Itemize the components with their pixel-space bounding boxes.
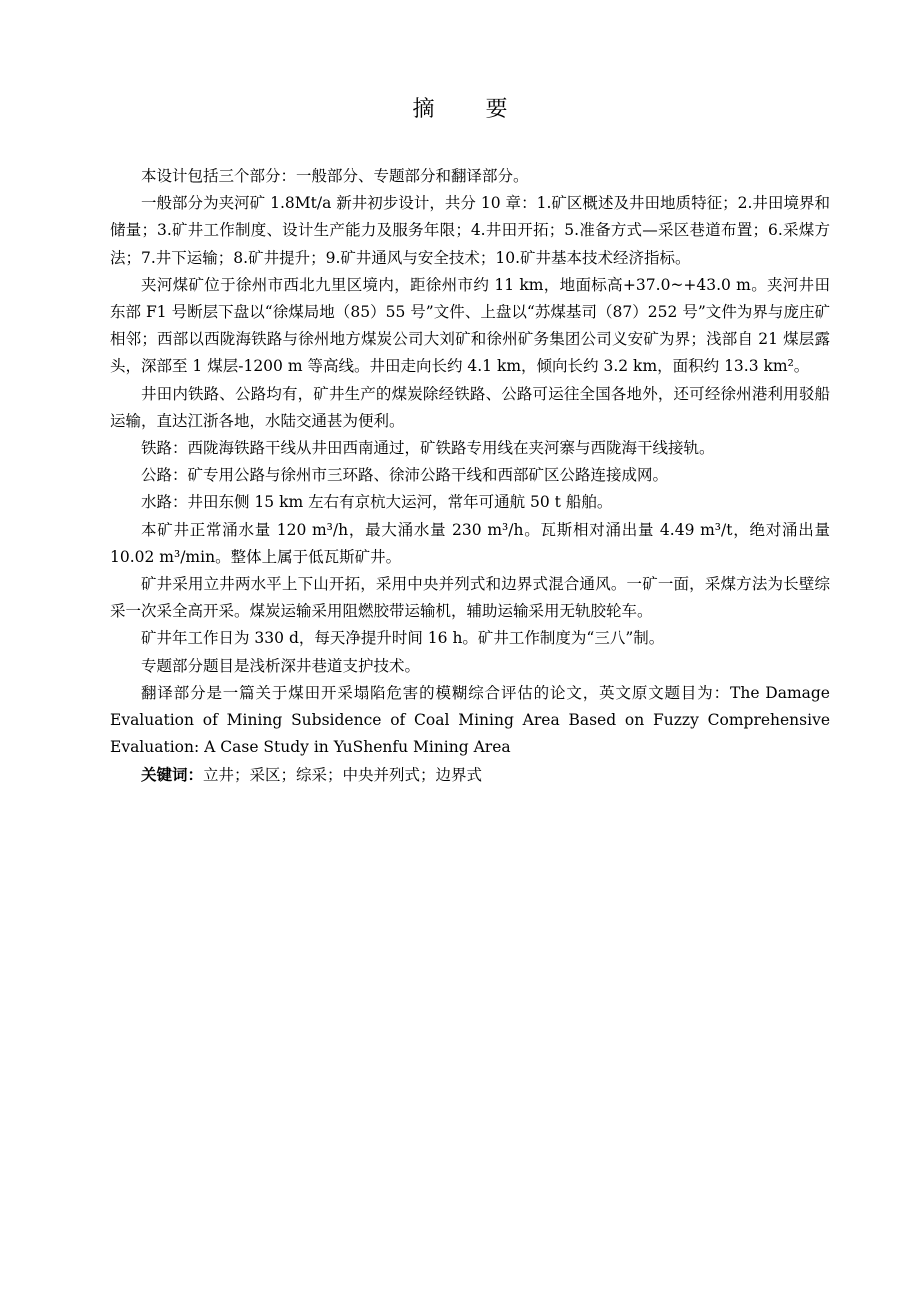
paragraph-location: 夹河煤矿位于徐州市西北九里区境内，距徐州市约 11 km，地面标高+37.0~+43.0 m。夹河井田东部 F1 号断层下盘以“徐煤局地（85）55 号”文件、上盘以“苏煤基司（87）252 号”文件为界与庞庄矿相邻；西部以西陇海铁路与徐州地方煤炭公司大刘矿和徐州矿务集团公司义安矿为界；浅部自 21 煤层露头，深部至 1 煤层-1200 m 等高线。井田走向长约 4.1 km，倾向长约 3.2 km，面积约 13.3 km²。 bbox=[110, 275, 830, 376]
paragraph-waterway: 水路：井田东侧 15 km 左右有京杭大运河，常年可通航 50 t 船舶。 bbox=[141, 493, 613, 512]
paragraph-overview: 本设计包括三个部分：一般部分、专题部分和翻译部分。 bbox=[141, 167, 529, 185]
paragraph-railway: 铁路：西陇海铁路干线从井田西南通过，矿铁路专用线在夹河寨与西陇海干线接轨。 bbox=[141, 439, 715, 458]
keywords-line bbox=[110, 761, 830, 789]
abstract-body bbox=[110, 163, 830, 790]
paragraph-general-part: 一般部分为夹河矿 1.8Mt/a 新井初步设计，共分 10 章：1.矿区概述及井田地质特征；2.井田境界和储量；3.矿井工作制度、设计生产能力及服务年限；4.井田开拓；5.准备方式—采区巷道布置；6.采煤方法；7.井下运输；8.矿井提升；9.矿井通风与安全技术；10.矿井基本技术经济指标。 bbox=[110, 194, 830, 267]
paragraph-special-topic: 专题部分题目是浅析深井巷道支护技术。 bbox=[141, 656, 421, 675]
paragraph-translation: 翻译部分是一篇关于煤田开采塌陷危害的模糊综合评估的论文，英文原文题目为：The Damage Evaluation of Mining Subsidence of Coal Mining Area Based on Fuzzy Comprehensive Evaluation: A Case Study in YuShenfu Mining Area bbox=[110, 683, 830, 757]
paragraph-transport: 井田内铁路、公路均有，矿井生产的煤炭除经铁路、公路可运往全国各地外，还可经徐州港利用驳船运输，直达江浙各地，水陆交通甚为便利。 bbox=[110, 384, 830, 430]
keywords-list: 立井；采区；综采；中央并列式；边界式 bbox=[203, 766, 483, 785]
paragraph-development: 矿井采用立井两水平上下山开拓，采用中央并列式和边界式混合通风。一矿一面，采煤方法为长壁综采一次采全高开采。煤炭运输采用阻燃胶带运输机，辅助运输采用无轨胶轮车。 bbox=[110, 575, 830, 621]
page-title: 摘 要 bbox=[412, 97, 530, 122]
paragraph-work-schedule: 矿井年工作日为 330 d，每天净提升时间 16 h。矿井工作制度为“三八”制。 bbox=[141, 629, 665, 648]
paragraph-highway: 公路：矿专用公路与徐州市三环路、徐沛公路干线和西部矿区公路连接成网。 bbox=[141, 466, 669, 485]
keywords-label: 关键词： bbox=[141, 765, 204, 785]
paragraph-water-gas: 本矿井正常涌水量 120 m³/h，最大涌水量 230 m³/h。瓦斯相对涌出量 4.49 m³/t，绝对涌出量 10.02 m³/min。整体上属于低瓦斯矿井。 bbox=[110, 520, 830, 566]
